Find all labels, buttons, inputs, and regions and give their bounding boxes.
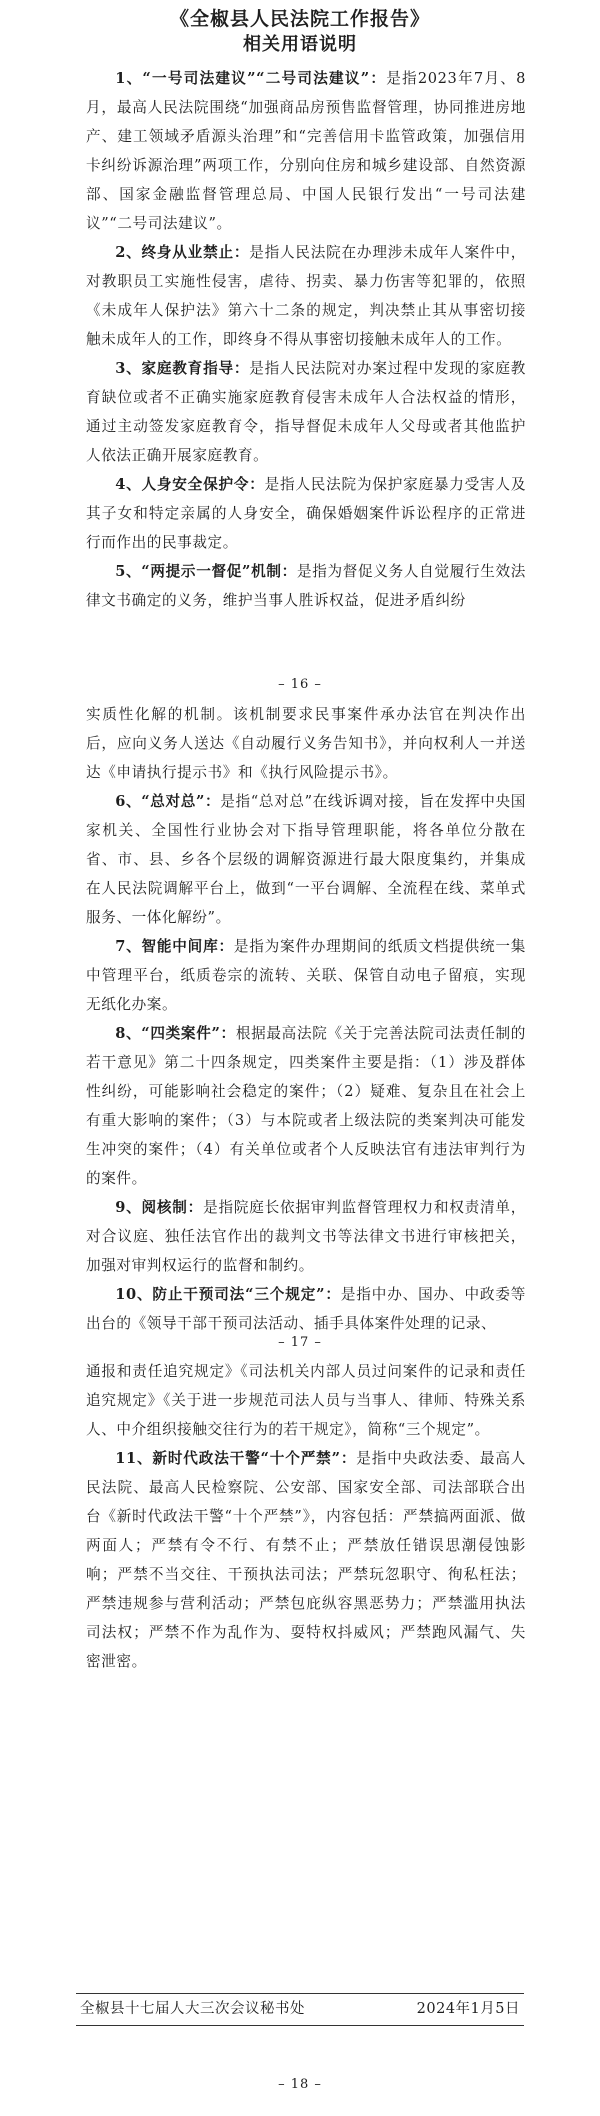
term-item — [86, 64, 526, 238]
term-item — [86, 1280, 526, 1338]
term-item — [86, 354, 526, 470]
term-definition: 是指人民法院在办理涉未成年人案件中，对教职员工实施性侵害，虐待、拐卖、暴力伤害等犯罪的，依照《未成年人保护法》第六十二条的规定，判决禁止其从事密切接触未成年人的工作，即终身不得从事密切接触未成年人的工作。 — [86, 244, 526, 348]
term-definition: 是指人民法院对办案过程中发现的家庭教育缺位或者不正确实施家庭教育侵害未成年人合法权益的情形，通过主动签发家庭教育令，指导督促未成年人父母或者其他监护人依法正确开展家庭教育。 — [86, 360, 526, 464]
term-definition: 是指中办、国办、中政委等出台的《领导干部干预司法活动、插手具体案件处理的记录、 — [86, 1286, 527, 1332]
term-definition: 是指“总对总”在线诉调对接，旨在发挥中央国家机关、全国性行业协会对下指导管理职能，将各单位分散在省、市、县、乡各个层级的调解资源进行最大限度集约，并集成在人民法院调解平台上，做到“一平台调解、全流程在线、菜单式服务、一体化解纷”。 — [86, 793, 526, 926]
term-label: 4、人身安全保护令： — [115, 476, 265, 493]
term-label: 5、“两提示一督促”机制： — [115, 563, 297, 580]
term-definition: 是指中央政法委、最高人民法院、最高人民检察院、公安部、国家安全部、司法部联合出台《新时代政法干警“十个严禁”》，内容包括：严禁搞两面派、做两面人；严禁有令不行、有禁不止；严禁放任错误思潮侵蚀影响；严禁不当交往、干预执法司法；严禁玩忽职守、徇私枉法；严禁违规参与营利活动；严禁包庇纵容黑恶势力；严禁滥用执法司法权；严禁不作为乱作为、耍特权抖威风；严禁跑风漏气、失密泄密。 — [86, 1450, 526, 1670]
term-item — [86, 787, 526, 932]
term-definition: 是指人民法院为保护家庭暴力受害人及其子女和特定亲属的人身安全，确保婚姻案件诉讼程序的正常进行而作出的民事裁定。 — [86, 476, 527, 551]
page-17-body — [86, 700, 526, 1338]
footer-date: 2024年1月5日 — [416, 2001, 520, 2017]
page-number: – 16 – — [278, 677, 322, 692]
term-label: 2、终身从业禁止： — [115, 244, 250, 261]
footer-issuer: 全椒县十七届人大三次会议秘书处 — [80, 2001, 305, 2017]
term-definition: 是指为案件办理期间的纸质文档提供统一集中管理平台，纸质卷宗的流转、关联、保管自动电子留痕，实现无纸化办案。 — [86, 938, 526, 1013]
continuation-text: 实质性化解的机制。该机制要求民事案件承办法官在判决作出后，应向义务人送达《自动履行义务告知书》，并向权利人一并送达《申请执行提示书》和《执行风险提示书》。 — [86, 706, 526, 781]
page-18-body — [86, 1357, 526, 1676]
term-label: 8、“四类案件”： — [115, 1025, 236, 1042]
term-label: 3、家庭教育指导： — [115, 360, 250, 377]
document-title: 《全椒县人民法院工作报告》 — [169, 8, 430, 30]
term-definition: 根据最高法院《关于完善法院司法责任制的若干意见》第二十四条规定，四类案件主要是指：（1）涉及群体性纠纷，可能影响社会稳定的案件；（2）疑难、复杂且在社会上有重大影响的案件；（3）与本院或者上级法院的类案判决可能发生冲突的案件；（4）有关单位或者个人反映法官有违法审判行为的案件。 — [86, 1025, 527, 1187]
continuation-text: 通报和责任追究规定》《司法机关内部人员过问案件的记录和责任追究规定》《关于进一步规范司法人员与当事人、律师、特殊关系人、中介组织接触交往行为的若干规定》，简称“三个规定”。 — [86, 1363, 526, 1438]
term-item — [86, 1019, 526, 1193]
term-definition: 是指2023年7月、8月，最高人民法院围绕“加强商品房预售监督管理，协同推进房地产、建工领域矛盾源头治理”和“完善信用卡监管政策，加强信用卡纠纷诉源治理”两项工作，分别向住房和城乡建设部、自然资源部、国家金融监督管理总局、中国人民银行发出“一号司法建议”“二号司法建议”。 — [86, 70, 526, 232]
footer-top-rule — [76, 1993, 524, 1994]
footer-bottom-rule — [76, 2025, 524, 2026]
page-16-body — [86, 64, 526, 615]
term-label: 9、阅核制： — [115, 1199, 204, 1216]
term-label: 7、智能中间库： — [115, 938, 234, 955]
document-subtitle: 相关用语说明 — [243, 34, 357, 55]
term-item — [86, 1444, 526, 1676]
term-item — [86, 238, 526, 354]
page-number: – 18 – — [278, 2077, 322, 2092]
term-label: 11、新时代政法干警“十个严禁”： — [115, 1450, 357, 1467]
term-label: 10、防止干预司法“三个规定”： — [115, 1286, 341, 1303]
term-definition: 是指为督促义务人自觉履行生效法律文书确定的义务，维护当事人胜诉权益，促进矛盾纠纷 — [86, 563, 526, 609]
term-label: 1、“一号司法建议”“二号司法建议”： — [115, 70, 387, 87]
page-number: – 17 – — [278, 1335, 322, 1350]
term-definition: 是指院庭长依据审判监督管理权力和权责清单，对合议庭、独任法官作出的裁判文书等法律文书进行审核把关，加强对审判权运行的监督和制约。 — [86, 1199, 526, 1274]
term-item — [86, 470, 526, 557]
term-item — [86, 932, 526, 1019]
term-item — [86, 1193, 526, 1280]
term-label: 6、“总对总”： — [115, 793, 221, 810]
term-item — [86, 557, 526, 615]
